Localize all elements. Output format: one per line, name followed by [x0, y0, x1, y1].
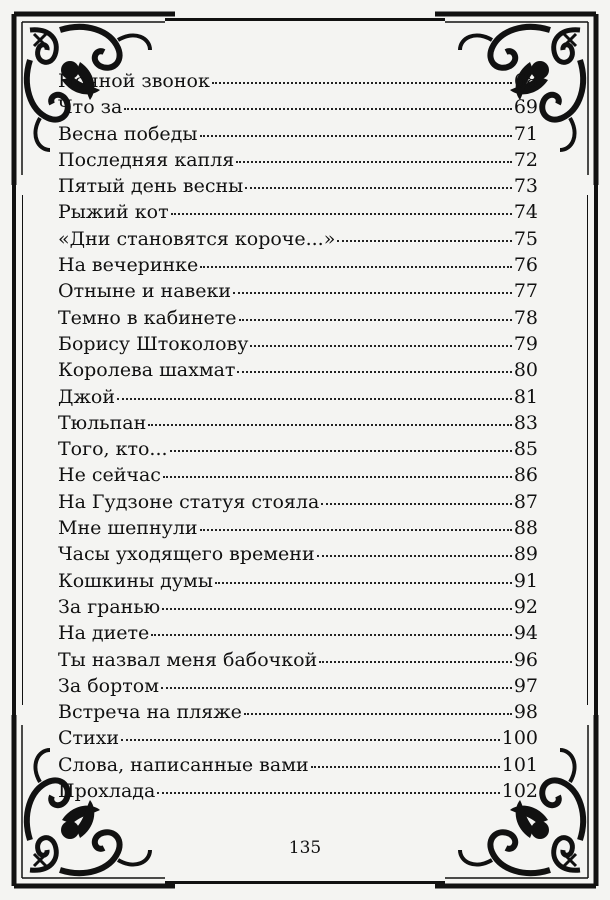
dot-leader	[321, 503, 511, 505]
toc-entry-title: Слова, написанные вами	[58, 753, 309, 776]
toc-entry	[58, 647, 538, 673]
frame-right-rule	[594, 185, 598, 715]
dot-leader	[162, 608, 512, 610]
toc-entry-title: Борису Штоколову	[58, 332, 249, 355]
toc-entry	[58, 357, 538, 383]
dot-leader	[311, 766, 500, 768]
toc-entry-page: 87	[513, 490, 538, 513]
toc-entry-title: Не сейчас	[58, 464, 161, 487]
dot-leader	[171, 213, 512, 215]
toc-entry-title: Ночной звонок	[58, 70, 210, 92]
toc-entry-page: 78	[513, 306, 538, 329]
dot-leader	[151, 634, 512, 636]
toc-entry-title: Королева шахмат	[58, 359, 236, 382]
toc-entry	[58, 568, 538, 594]
toc-entry-title: За гранью	[58, 595, 161, 618]
toc-entry	[58, 673, 538, 699]
toc-entry-title: Прохлада	[58, 780, 156, 803]
toc-entry-title: Пятый день весны	[58, 175, 244, 198]
toc-entry-title: Темно в кабинете	[58, 306, 237, 329]
toc-entry-page: 71	[513, 122, 538, 145]
toc-entry-page: 73	[513, 175, 538, 198]
dot-leader	[317, 555, 512, 557]
toc-entry-title: На Гудзоне статуя стояла	[58, 490, 320, 513]
toc-entry	[58, 278, 538, 304]
dot-leader	[212, 82, 512, 84]
dot-leader	[215, 582, 512, 584]
dot-leader	[117, 398, 512, 400]
toc-entry	[58, 725, 538, 751]
toc-entry	[58, 752, 538, 778]
toc-entry-title: На вечеринке	[58, 254, 199, 277]
toc-entry	[58, 147, 538, 173]
toc-entry-title: Мне шепнули	[58, 517, 198, 540]
toc-entry	[58, 305, 538, 331]
toc-entry-page: 101	[501, 753, 538, 776]
toc-entry	[58, 331, 538, 357]
toc-entry-page: 91	[513, 569, 538, 592]
toc-entry-title: На диете	[58, 622, 150, 645]
toc-entry-page: 85	[513, 438, 538, 461]
toc-entry-page: 100	[501, 727, 538, 750]
dot-leader	[121, 739, 500, 741]
frame-left-thin-rule	[22, 195, 23, 705]
dot-leader	[236, 161, 512, 163]
toc-entry-title: Тюльпан	[58, 411, 147, 434]
toc-entry-title: Часы уходящего времени	[58, 543, 315, 566]
toc-entry-page: 96	[513, 648, 538, 671]
toc-entry	[58, 541, 538, 567]
dot-leader	[157, 792, 499, 794]
toc-entry-title: Встреча на пляже	[58, 701, 242, 724]
toc-entry	[58, 778, 538, 804]
toc-entry-page: 86	[513, 464, 538, 487]
dot-leader	[233, 292, 512, 294]
toc-entry-title: Джой	[58, 385, 116, 408]
toc-entry	[58, 173, 538, 199]
toc-entry-page: 68	[513, 70, 538, 92]
dot-leader	[124, 108, 511, 110]
toc-entry-page: 75	[513, 227, 538, 250]
dot-leader	[245, 187, 512, 189]
table-of-contents	[58, 68, 538, 804]
toc-entry	[58, 226, 538, 252]
toc-entry-title: Последняя капля	[58, 148, 235, 171]
toc-entry	[58, 252, 538, 278]
toc-entry-page: 94	[513, 622, 538, 645]
toc-entry-title: Рыжий кот	[58, 201, 169, 224]
toc-entry-page: 83	[513, 411, 538, 434]
dot-leader	[239, 319, 512, 321]
toc-entry-title: Весна победы	[58, 122, 198, 145]
toc-entry-page: 80	[513, 359, 538, 382]
toc-entry-page: 98	[513, 701, 538, 724]
dot-leader	[237, 371, 511, 373]
frame-bottom-rule	[165, 881, 445, 884]
frame-left-rule	[12, 185, 16, 715]
toc-entry	[58, 384, 538, 410]
toc-entry-page: 76	[513, 254, 538, 277]
toc-entry-title: Кошкины думы	[58, 569, 213, 592]
page-number: 135	[288, 838, 322, 858]
toc-entry	[58, 199, 538, 225]
toc-entry-title: Стихи	[58, 727, 120, 750]
dot-leader	[200, 266, 512, 268]
toc-entry	[58, 94, 538, 120]
toc-entry-title: Что за	[58, 96, 123, 119]
dot-leader	[319, 661, 512, 663]
toc-entry-title: За бортом	[58, 674, 159, 697]
toc-entry-page: 102	[501, 780, 538, 803]
toc-entry-title: Отныне и навеки	[58, 280, 231, 303]
toc-entry-page: 77	[513, 280, 538, 303]
toc-entry	[58, 620, 538, 646]
toc-entry	[58, 121, 538, 147]
toc-entry	[58, 68, 538, 94]
toc-entry	[58, 436, 538, 462]
dot-leader	[200, 529, 512, 531]
toc-entry	[58, 410, 538, 436]
toc-entry-page: 74	[513, 201, 538, 224]
toc-entry-page: 92	[513, 595, 538, 618]
frame-top-rule	[165, 18, 445, 21]
toc-entry	[58, 489, 538, 515]
dot-leader	[163, 476, 512, 478]
toc-entry	[58, 594, 538, 620]
toc-entry-page: 69	[513, 96, 538, 119]
dot-leader	[337, 240, 511, 242]
toc-entry	[58, 699, 538, 725]
dot-leader	[244, 713, 512, 715]
frame-right-thin-rule	[587, 195, 588, 705]
toc-entry	[58, 515, 538, 541]
dot-leader	[200, 135, 512, 137]
toc-entry-page: 79	[513, 332, 538, 355]
toc-entry-page: 81	[513, 385, 538, 408]
toc-entry-page: 97	[513, 674, 538, 697]
dot-leader	[170, 450, 512, 452]
dot-leader	[161, 687, 512, 689]
toc-entry-page: 72	[513, 148, 538, 171]
toc-entry-page: 89	[513, 543, 538, 566]
dot-leader	[148, 424, 512, 426]
dot-leader	[250, 345, 511, 347]
toc-entry-title: Ты назвал меня бабочкой	[58, 648, 318, 671]
toc-entry	[58, 462, 538, 488]
toc-entry-title: Того, кто...	[58, 438, 168, 461]
toc-entry-page: 88	[513, 517, 538, 540]
toc-entry-title: «Дни становятся короче...»	[58, 227, 336, 250]
